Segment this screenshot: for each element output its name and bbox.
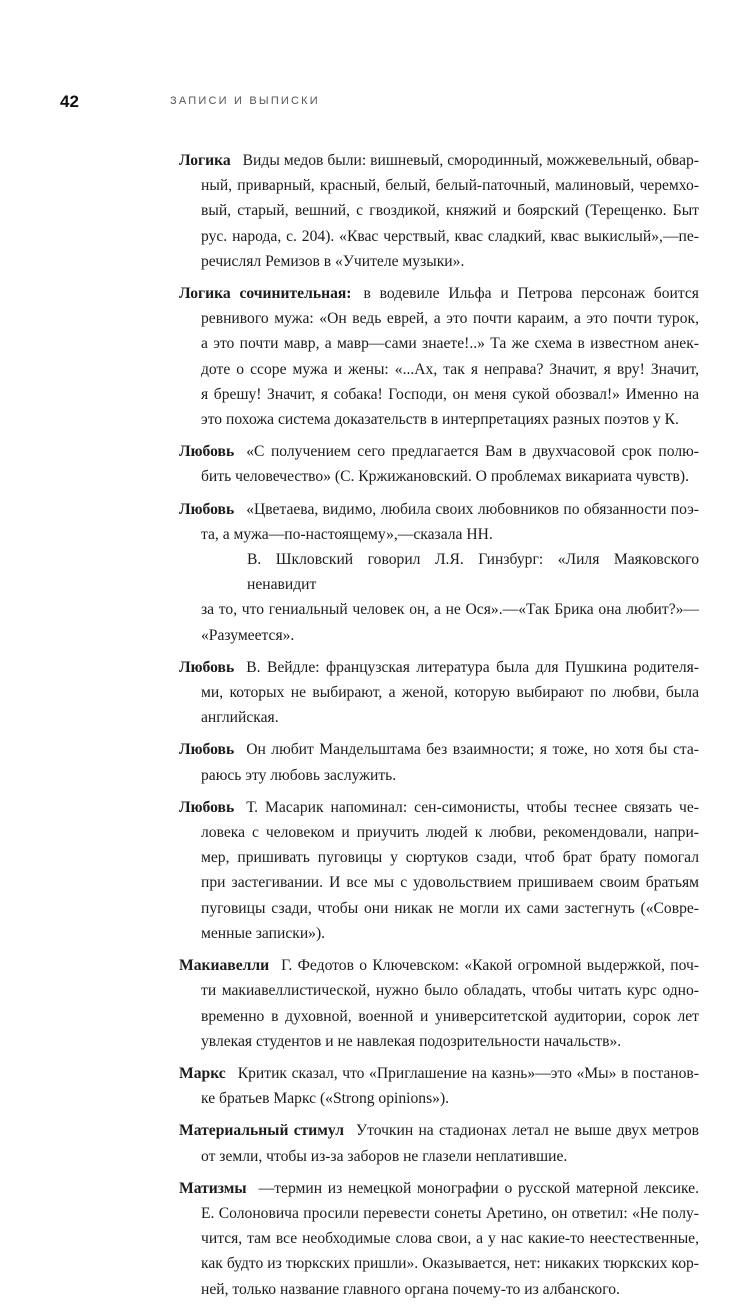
entry-text: рус. народа, с. 204). «Квас черствый, квас сладкий, квас выкислый»,—пе- bbox=[201, 227, 699, 245]
entry-text: мер, пришивать пуговицы у сюртуков сзади, чтоб брат брату помогал bbox=[201, 849, 699, 867]
page-number: 42 bbox=[60, 92, 79, 111]
entry-term: Любовь bbox=[179, 443, 235, 461]
text-line bbox=[179, 1277, 699, 1302]
text-line bbox=[179, 763, 699, 788]
entry-text: от земли, чтобы из-за заборов не глазели неплатившие. bbox=[201, 1147, 568, 1165]
text-line bbox=[179, 1226, 699, 1251]
entry-term: Любовь bbox=[179, 741, 235, 759]
entry-text: доте о ссоре мужа и жены: «...Ах, так я неправа? Значит, я вру! Значит, bbox=[201, 360, 699, 378]
dictionary-entry bbox=[179, 795, 699, 946]
dictionary-entries bbox=[179, 148, 699, 1309]
text-line bbox=[179, 522, 699, 547]
entry-text: Г. Федотов о Ключевском: «Какой огромной выдержкой, поч- bbox=[281, 957, 699, 975]
entry-text: я брешу! Значит, я собака! Господи, он меня сукой обозвал!» Именно на bbox=[201, 385, 699, 403]
entry-text: Уточкин на стадионах летал не выше двух метров bbox=[356, 1122, 700, 1140]
text-line bbox=[179, 1251, 699, 1276]
dictionary-entry bbox=[179, 655, 699, 731]
text-line bbox=[179, 148, 699, 173]
text-line bbox=[179, 224, 699, 249]
entry-text: Т. Масарик напоминал: сен-симонисты, чтобы теснее связать че- bbox=[246, 798, 699, 816]
entry-text: ней, только название главного органа почему-то из албанского. bbox=[201, 1280, 620, 1298]
entry-text: Виды медов были: вишневый, смородинный, можжевельный, обвар- bbox=[242, 152, 699, 169]
text-line bbox=[179, 921, 699, 946]
dictionary-entry bbox=[179, 1061, 699, 1111]
entry-text: Он любит Мандельштама без взаимности; я тоже, но хотя бы ста- bbox=[246, 741, 699, 759]
entry-text: увлекая студентов и не навлекая подозрительности начальств». bbox=[201, 1032, 622, 1050]
text-line bbox=[179, 705, 699, 730]
dictionary-entry bbox=[179, 953, 699, 1054]
entry-text: за то, что гениальный человек он, а не Ося».—«Так Брика она любит?»— bbox=[201, 601, 699, 619]
running-title: ЗАПИСИ И ВЫПИСКИ bbox=[170, 95, 320, 107]
entry-text: это похожа система доказательств в интерпретациях разных поэтов у К. bbox=[201, 411, 679, 429]
text-line bbox=[179, 870, 699, 895]
text-line bbox=[179, 737, 699, 762]
text-line bbox=[179, 896, 699, 921]
entry-text: ловека с человеком и приучить людей к любви, рекомендовали, напри- bbox=[201, 824, 699, 842]
text-line bbox=[179, 198, 699, 223]
entry-term: Маркс bbox=[179, 1064, 226, 1082]
entry-term: Матизмы bbox=[179, 1179, 247, 1197]
entry-text: вый, старый, вешний, с гвоздикой, княжий и боярский (Терещенко. Быт bbox=[201, 202, 699, 220]
text-line bbox=[179, 331, 699, 356]
entry-text: а это почти мавр, а мавр—сами знаете!..» Та же схема в известном анек- bbox=[201, 335, 699, 353]
text-line bbox=[179, 1201, 699, 1226]
text-line bbox=[179, 1176, 699, 1201]
entry-text: английская. bbox=[201, 709, 279, 727]
text-line bbox=[179, 407, 699, 432]
text-line bbox=[179, 655, 699, 680]
text-line bbox=[179, 173, 699, 198]
entry-term: Любовь bbox=[179, 658, 235, 676]
entry-text: ти макиавеллистической, нужно было обладать, чтобы читать курс одно- bbox=[201, 982, 699, 1000]
entry-term: Макиавелли bbox=[179, 957, 270, 975]
text-line bbox=[179, 680, 699, 705]
dictionary-entry bbox=[179, 497, 699, 648]
dictionary-entry bbox=[179, 737, 699, 787]
entry-term: Логика bbox=[179, 152, 231, 169]
text-line bbox=[179, 1029, 699, 1054]
entry-text: пуговицы сзади, чтобы они никак не могли их сами застегнуть («Совре- bbox=[201, 899, 699, 917]
entry-text: та, а мужа—по-настоящему»,—сказала НН. bbox=[201, 525, 493, 543]
entry-text: менные записки»). bbox=[201, 924, 326, 942]
text-line bbox=[179, 439, 699, 464]
entry-text: как будто из тюркских пришли». Оказывается, нет: никаких тюркских кор- bbox=[201, 1255, 699, 1273]
entry-term: Любовь bbox=[179, 798, 235, 816]
entry-text: ми, которых не выбирают, а женой, которую выбирают по любви, была bbox=[201, 684, 699, 702]
text-line bbox=[179, 597, 699, 622]
entry-text: речислял Ремизов в «Учителе музыки». bbox=[201, 252, 465, 270]
text-line bbox=[179, 953, 699, 978]
entry-text: ревнивого мужа: «Он ведь еврей, а это почти караим, а это почти турок, bbox=[201, 310, 699, 328]
entry-text: «Цветаева, видимо, любила своих любовников по обязанности поэ- bbox=[246, 500, 699, 518]
entry-text: чится, там все необходимые слова свои, а у нас какие-то неестественные, bbox=[201, 1230, 699, 1248]
text-line bbox=[179, 623, 699, 648]
text-line bbox=[179, 1004, 699, 1029]
entry-text: временно в духовной, военной и университетской аудитории, сорок лет bbox=[201, 1007, 699, 1025]
text-line bbox=[179, 1118, 699, 1143]
dictionary-entry bbox=[179, 148, 699, 274]
text-line bbox=[179, 1061, 699, 1086]
text-line bbox=[179, 281, 699, 306]
text-line bbox=[179, 306, 699, 331]
text-line bbox=[179, 1086, 699, 1111]
text-line bbox=[179, 547, 699, 597]
text-line bbox=[179, 820, 699, 845]
text-line bbox=[179, 795, 699, 820]
text-line bbox=[179, 357, 699, 382]
dictionary-entry bbox=[179, 439, 699, 489]
dictionary-entry bbox=[179, 1118, 699, 1168]
dictionary-entry bbox=[179, 1176, 699, 1302]
entry-text: ный, приварный, красный, белый, белый-паточный, малиновый, черемхо- bbox=[201, 177, 699, 195]
entry-term: Логика сочинительная: bbox=[179, 285, 352, 303]
entry-text: Критик сказал, что «Приглашение на казнь»—это «Мы» в постанов- bbox=[237, 1064, 699, 1082]
text-line bbox=[179, 464, 699, 489]
text-line bbox=[179, 1144, 699, 1169]
entry-text: «С получением сего предлагается Вам в двухчасовой срок полю- bbox=[246, 443, 699, 461]
text-line bbox=[179, 382, 699, 407]
text-line bbox=[179, 497, 699, 522]
entry-text: в водевиле Ильфа и Петрова персонаж боится bbox=[363, 285, 699, 303]
entry-text: раюсь эту любовь заслужить. bbox=[201, 766, 397, 784]
text-line bbox=[179, 978, 699, 1003]
text-line bbox=[179, 845, 699, 870]
entry-text: бить человечество» (С. Кржижановский. О проблемах викариата чувств). bbox=[201, 468, 689, 486]
entry-text: В. Вейдле: французская литература была для Пушкина родителя- bbox=[246, 658, 699, 676]
entry-term: Материальный стимул bbox=[179, 1122, 345, 1140]
entry-text: «Разумеется». bbox=[201, 626, 295, 644]
entry-text: Е. Солоновича просили перевести сонеты Аретино, он ответил: «Не полу- bbox=[201, 1204, 699, 1222]
entry-text: ке братьев Маркс («Strong opinions»). bbox=[201, 1090, 450, 1108]
entry-text: —термин из немецкой монографии о русской матерной лексике. bbox=[258, 1179, 699, 1197]
text-line bbox=[179, 249, 699, 274]
entry-term: Любовь bbox=[179, 500, 235, 518]
dictionary-entry bbox=[179, 281, 699, 432]
entry-text: В. Шкловский говорил Л.Я. Гинзбург: «Лиля Маяковского ненавидит bbox=[247, 551, 699, 594]
entry-text: при застегивании. И все мы с удовольствием пришиваем своим братьям bbox=[201, 874, 699, 892]
